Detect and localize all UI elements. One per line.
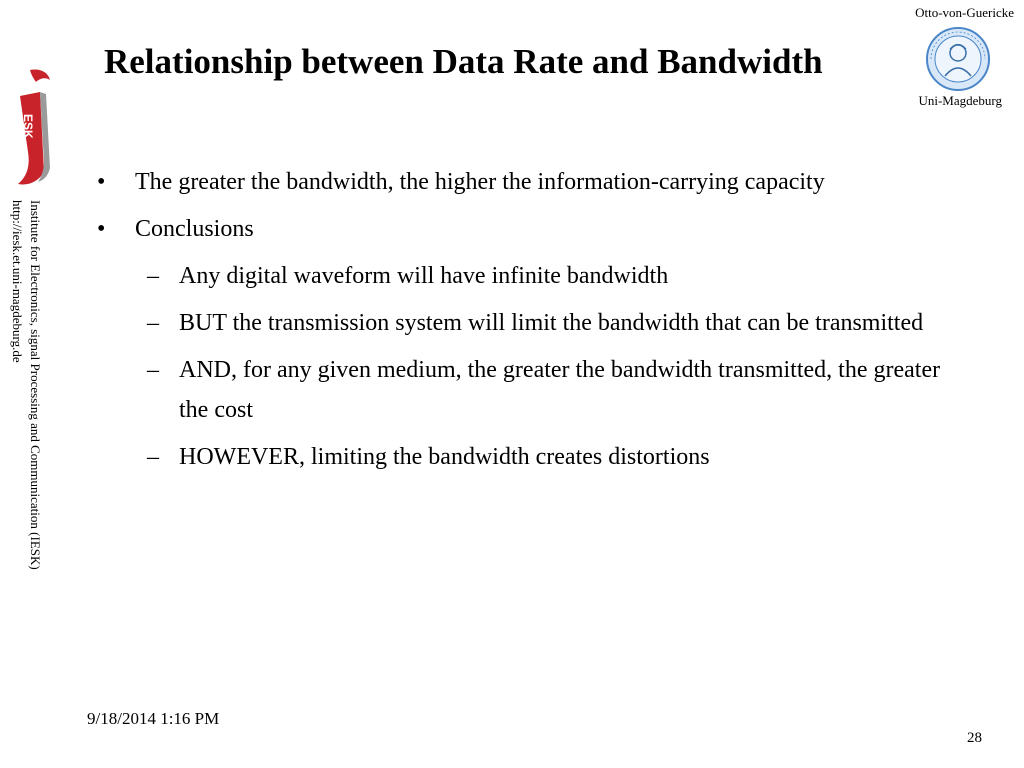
sub-bullet-item [95,303,955,343]
sub-bullet-mark: – [147,310,159,336]
sub-bullet-text: AND, for any given medium, the greater the bandwidth transmitted, the greater the cost [179,357,941,423]
bullet-text: Conclusions [135,216,254,242]
university-name-bottom: Uni-Magdeburg [918,93,1002,108]
sub-bullet-item [95,350,955,430]
sub-bullet-mark: – [147,444,159,470]
sub-bullet-mark: – [147,357,159,383]
bullet-text: The greater the bandwidth, the higher the information-carrying capacity [135,169,825,195]
esk-logo-icon [6,64,54,192]
university-name-top: Otto-von-Guericke [915,5,1014,20]
institute-url[interactable]: http://iesk.et.uni-magdeburg.de [10,200,25,363]
institute-side-text [4,200,44,605]
sub-bullet-text: HOWEVER, limiting the bandwidth creates distortions [179,444,710,470]
bullet-mark: • [97,216,106,242]
university-seal-icon [925,26,991,92]
sub-bullet-text: BUT the transmission system will limit the bandwidth that can be transmitted [179,310,924,336]
svg-text:ESK: ESK [21,114,35,139]
institute-name: Institute for Electronics, signal Processing and Communication (IESK) [28,200,43,570]
bullet-item [95,209,955,249]
page-number: 28 [967,730,982,746]
bullet-item [95,162,955,202]
bullet-mark: • [97,169,106,195]
sub-bullet-item [95,256,955,296]
slide-date: 9/18/2014 1:16 PM [87,709,220,728]
slide-content [95,162,955,484]
sub-bullet-text: Any digital waveform will have infinite bandwidth [179,263,669,289]
slide-title: Relationship between Data Rate and Bandwidth [104,42,823,81]
sub-bullet-item [95,437,955,477]
sub-bullet-mark: – [147,263,159,289]
